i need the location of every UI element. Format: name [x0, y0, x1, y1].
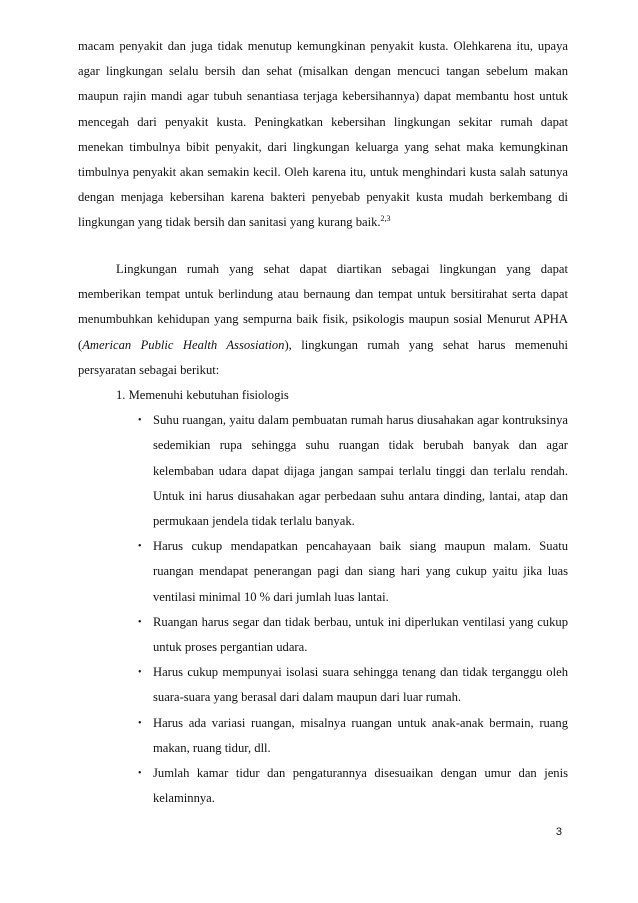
list-item	[138, 711, 568, 761]
bullet-text: Suhu ruangan, yaitu dalam pembuatan rumah harus diusahakan agar kontruksinya sedemikian rupa sehingga suhu ruangan tidak berubah banyak dan agar kelembaban udara dapat dijaga jangan sampai terlalu tinggi dan terlalu rendah. Untuk ini harus diusahakan agar perbedaan suhu antara dinding, lantai, atap dan permukaan jendela tidak terlalu banyak.	[153, 413, 568, 529]
bullet-icon: •	[138, 541, 142, 553]
paragraph-kusta	[78, 34, 568, 236]
list-item	[138, 761, 568, 811]
paragraph-lingkungan-before: Lingkungan rumah yang sehat dapat diartikan sebagai lingkungan yang dapat memberikan tempat untuk berlindung atau bernaung dan tempat untuk bersitirahat serta dapat menumbuhkan kehidupan yang sempurna baik fisik, psikologis maupun sosial Menurut APHA (	[78, 262, 568, 352]
paragraph-kusta-text	[78, 34, 568, 236]
bullet-icon: •	[138, 717, 142, 729]
numbered-item-fisiologis: 1. Memenuhi kebutuhan fisiologis	[116, 388, 289, 403]
citation-superscript: 2,3	[380, 214, 391, 224]
bullet-icon: •	[138, 415, 142, 427]
list-item	[138, 660, 568, 710]
bullet-text: Harus cukup mempunyai isolasi suara sehingga tenang dan tidak terganggu oleh suara-suara yang berasal dari dalam maupun dari luar rumah.	[153, 665, 568, 705]
paragraph-kusta-body: macam penyakit dan juga tidak menutup kemungkinan penyakit kusta. Olehkarena itu, upaya agar lingkungan selalu bersih dan sehat (misalkan dengan mencuci tangan sebelum makan maupun rajin mandi agar tubuh senantiasa terjaga kebersihannya) dapat membantu host untuk mencegah dari penyakit kusta. Peningkatkan kebersihan lingkungan sekitar rumah dapat menekan timbulnya bibit penyakit, dari lingkungan keluarga yang sehat maka kemungkinan timbulnya penyakit akan semakin kecil. Oleh karena itu, untuk menghindari kusta salah satunya dengan menjaga kebersihan karena bakteri penyebab penyakit kusta mudah berkembang di lingkungan yang tidak bersih dan sanitasi yang kurang baik.	[78, 39, 568, 230]
bullet-icon: •	[138, 768, 142, 780]
bullet-text: Ruangan harus segar dan tidak berbau, untuk ini diperlukan ventilasi yang cukup untuk proses pergantian udara.	[153, 614, 568, 655]
paragraph-lingkungan-after: ), lingkungan rumah yang sehat harus memenuhi persyaratan sebagai berikut:	[78, 337, 568, 377]
bullet-text: Harus ada variasi ruangan, misalnya ruangan untuk anak-anak bermain, ruang makan, ruang tidur, dll.	[153, 715, 568, 755]
paragraph-lingkungan-rumah	[78, 257, 568, 383]
section-rumah-sehat	[78, 257, 568, 811]
bullet-icon: •	[138, 616, 142, 628]
bullet-list	[78, 408, 568, 811]
page-number: 3	[555, 826, 562, 838]
list-item	[138, 610, 568, 660]
bullet-text: Harus cukup mendapatkan pencahayaan baik siang maupun malam. Suatu ruangan mendapat penerangan pagi dan siang hari yang cukup yaitu jika luas ventilasi minimal 10 % dari jumlah luas lantai.	[153, 539, 568, 604]
bullet-icon: •	[138, 667, 142, 679]
bullet-text: Jumlah kamar tidur dan pengaturannya disesuaikan dengan umur dan jenis kelaminnya.	[153, 766, 568, 806]
list-item	[138, 408, 568, 534]
apha-italic: American Public Health Assosiation	[82, 337, 285, 352]
list-item	[138, 534, 568, 610]
